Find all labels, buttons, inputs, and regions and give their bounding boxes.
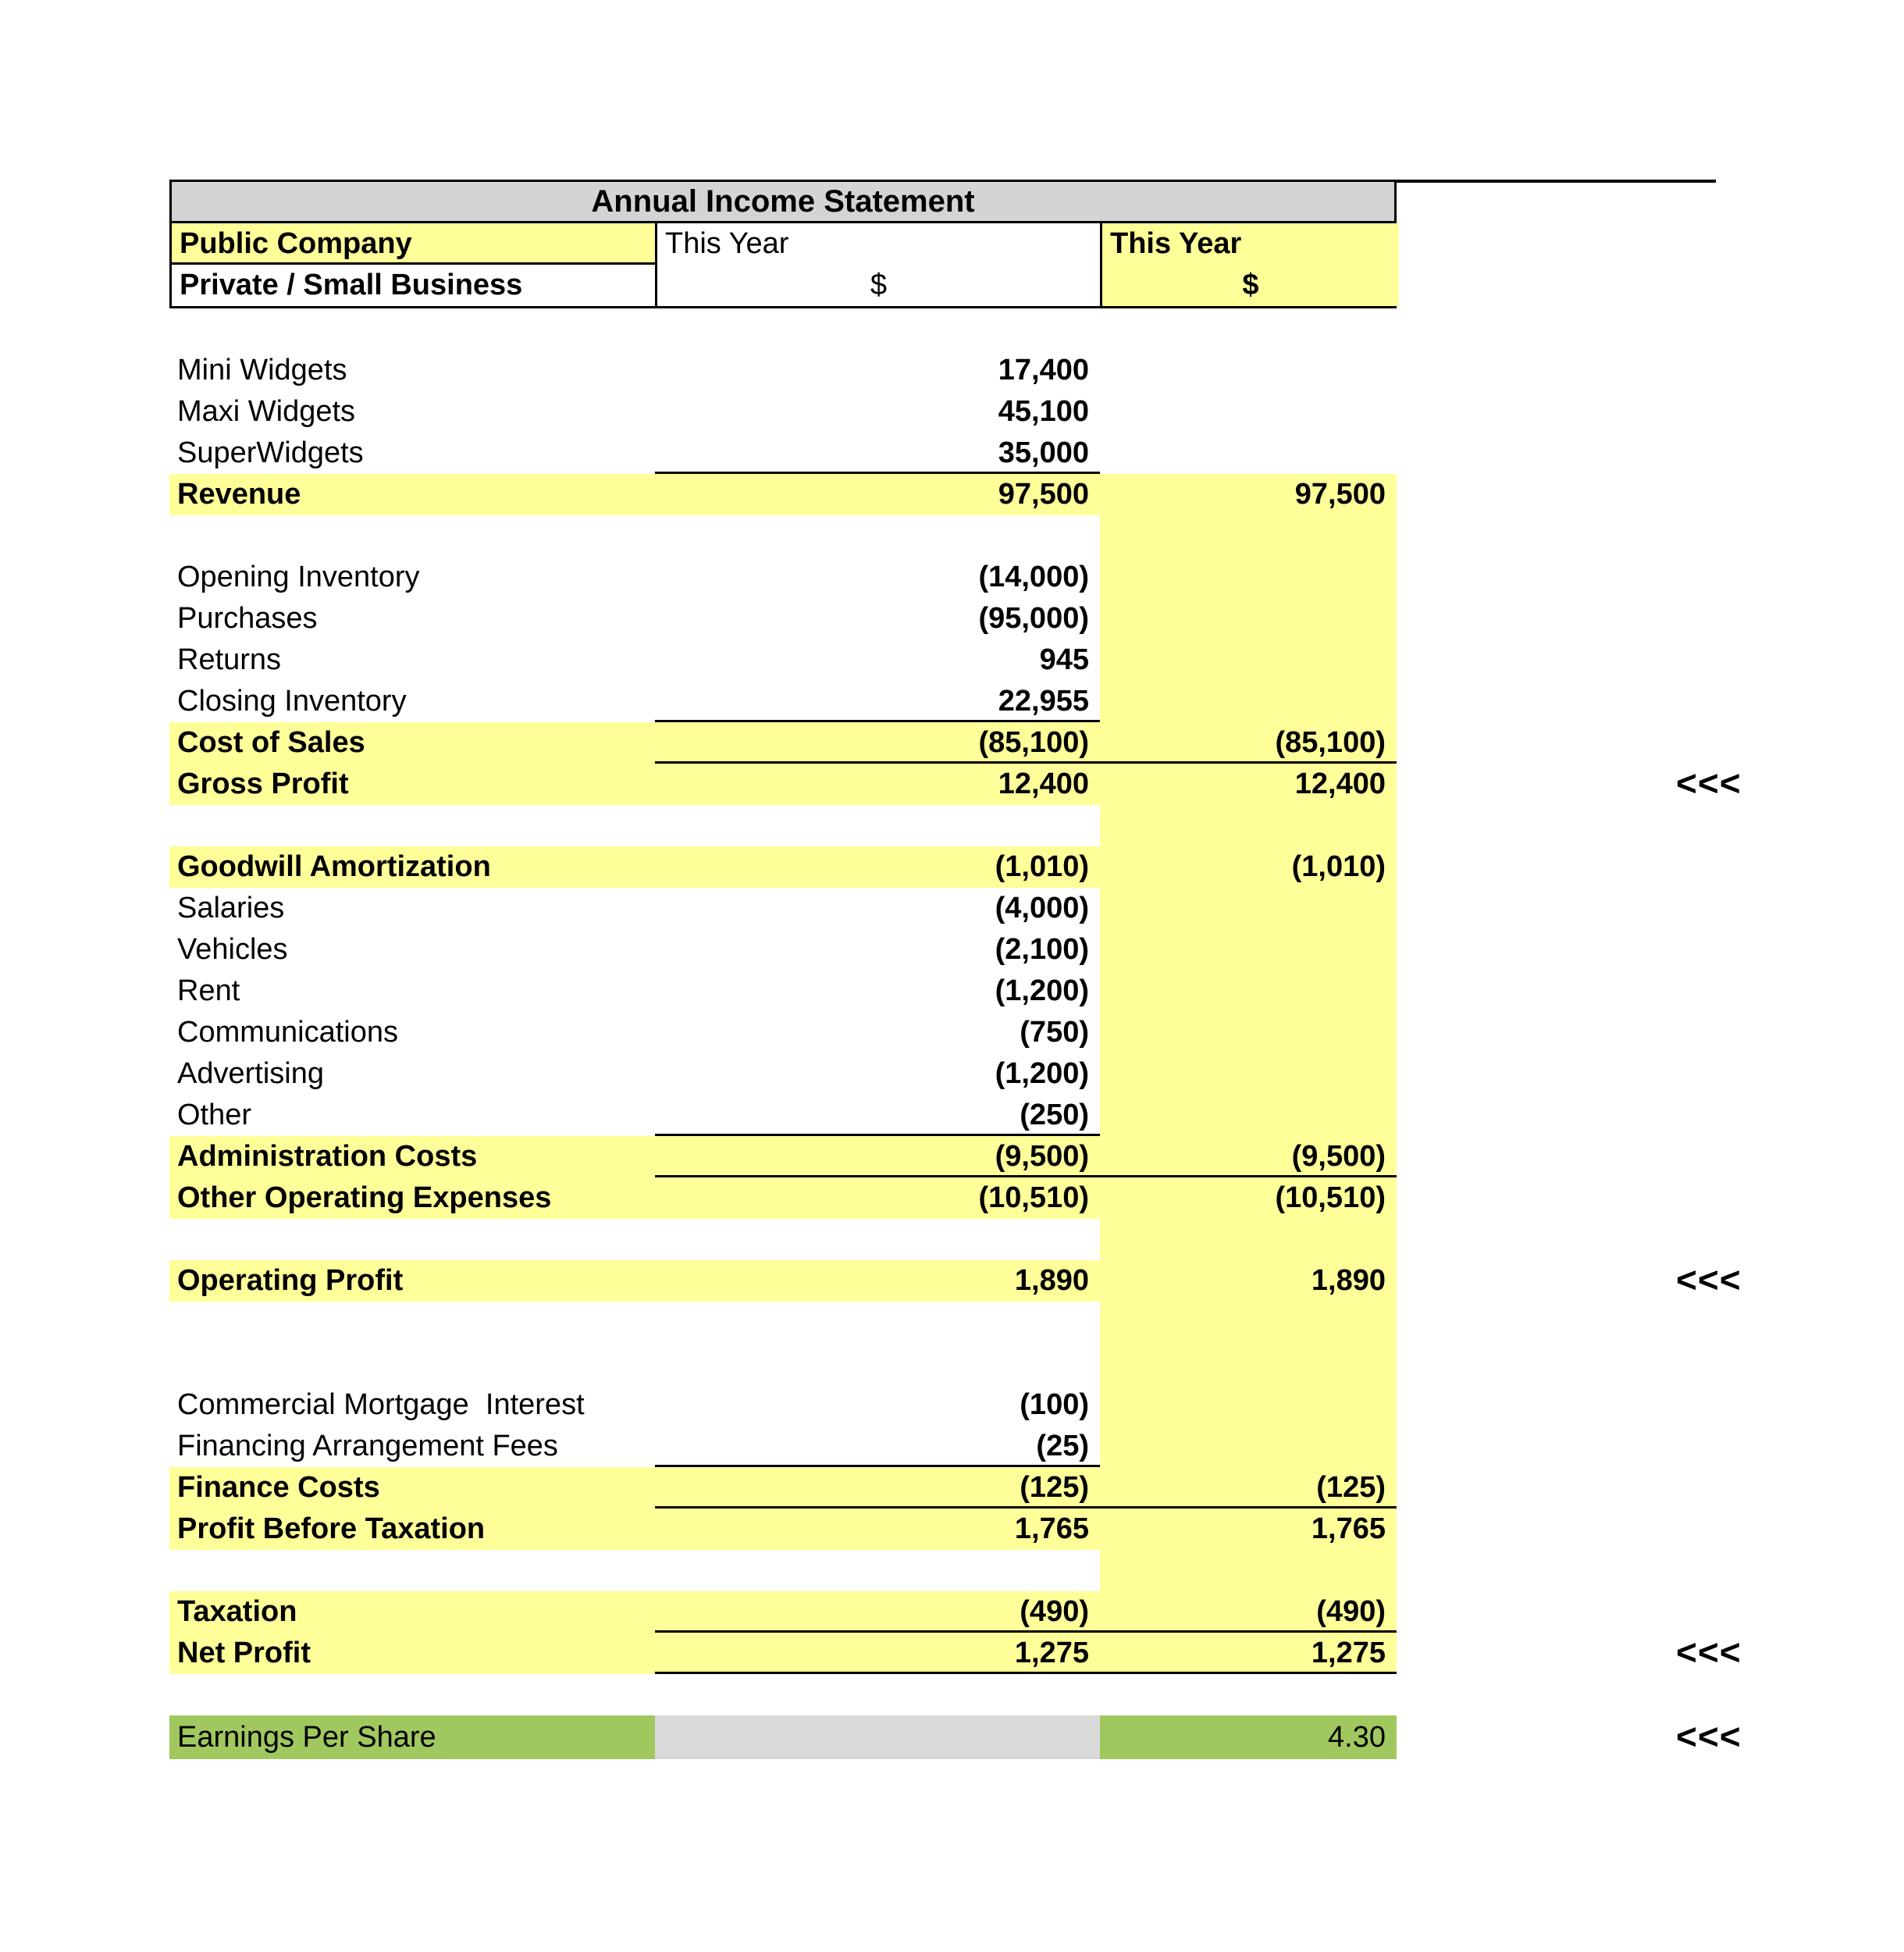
row-label: Other Operating Expenses	[177, 1181, 552, 1214]
this-year-summary-value: (1,010)	[1100, 846, 1397, 888]
column-headers	[169, 223, 1397, 308]
this-year-value: (750)	[1020, 1016, 1089, 1049]
table-row	[169, 1384, 1397, 1426]
this-year-summary-value	[1100, 1302, 1397, 1343]
table-row	[169, 1136, 1397, 1177]
this-year-value	[655, 1550, 1100, 1591]
row-label: SuperWidgets	[177, 436, 364, 469]
this-year-summary-value	[1100, 1095, 1397, 1136]
income-statement	[169, 180, 1742, 1759]
table-row	[169, 1053, 1397, 1095]
this-year-value: (490)	[655, 1591, 1100, 1633]
this-year-summary-value: 1,765	[1100, 1509, 1397, 1550]
spacer-row	[169, 1219, 1397, 1260]
this-year-value: 12,400	[998, 768, 1089, 800]
this-year-value: 97,500	[998, 478, 1089, 511]
row-label: Goodwill Amortization	[177, 850, 491, 883]
this-year-summary-value	[1100, 350, 1397, 391]
row-label: Salaries	[177, 892, 285, 924]
row-label: Operating Profit	[177, 1264, 404, 1297]
row-label	[169, 308, 655, 350]
this-year-summary-value	[1100, 1384, 1397, 1426]
table-row	[169, 1095, 1397, 1136]
row-label: Net Profit	[177, 1637, 311, 1669]
this-year-value: 22,955	[655, 681, 1100, 722]
table-row	[169, 350, 1397, 391]
this-year-value: (9,500)	[655, 1136, 1100, 1177]
table-row	[169, 888, 1397, 929]
table-row	[169, 1426, 1397, 1467]
company-type-column	[172, 223, 657, 306]
row-label: Commercial Mortgage Interest	[177, 1388, 585, 1421]
table-row	[169, 557, 1397, 598]
row-label	[169, 1302, 655, 1343]
col2-unit-label: $	[870, 269, 888, 301]
this-year-summary-value	[1100, 1012, 1397, 1053]
this-year-summary-value	[1100, 1219, 1397, 1260]
this-year-summary-value	[1100, 433, 1397, 474]
this-year-value: (14,000)	[978, 561, 1089, 593]
this-year-value: (1,010)	[995, 850, 1089, 883]
this-year-summary-value: 1,275	[1100, 1633, 1397, 1674]
row-label: Taxation	[177, 1595, 297, 1628]
table-row	[169, 971, 1397, 1012]
statement-rows	[169, 308, 1742, 1715]
row-label: Finance Costs	[177, 1471, 380, 1504]
row-label: Closing Inventory	[177, 685, 407, 718]
this-year-value: 1,275	[655, 1633, 1100, 1674]
table-row	[169, 391, 1397, 433]
spacer-row	[169, 1550, 1397, 1591]
this-year-value	[655, 1302, 1100, 1343]
spacer-row	[169, 1674, 1397, 1715]
row-label: Advertising	[177, 1057, 324, 1090]
this-year-value: 945	[1039, 643, 1089, 676]
this-year-value: (85,100)	[655, 722, 1100, 764]
row-label: Administration Costs	[177, 1140, 478, 1173]
row-label: Profit Before Taxation	[177, 1512, 486, 1545]
this-year-summary-value: 97,500	[1100, 474, 1397, 515]
this-year-summary-value	[1100, 681, 1397, 722]
row-label: Other	[177, 1099, 252, 1131]
row-label: Maxi Widgets	[177, 395, 356, 428]
row-label	[169, 1343, 655, 1384]
table-row	[169, 1467, 1397, 1509]
row-label: Returns	[177, 643, 282, 676]
spacer-row	[169, 1302, 1397, 1343]
this-year-summary-value: (10,510)	[1100, 1177, 1397, 1219]
company-type-public: Public Company	[172, 223, 655, 265]
this-year-summary-value: 1,890	[1100, 1260, 1397, 1302]
this-year-summary-value	[1100, 805, 1397, 846]
eps-label: Earnings Per Share	[169, 1715, 655, 1759]
this-year-summary-value	[1100, 1343, 1397, 1384]
this-year-summary-value	[1100, 515, 1397, 557]
row-label	[169, 1550, 655, 1591]
pointer-marker: <<<	[1676, 1632, 1742, 1672]
row-label: Financing Arrangement Fees	[177, 1430, 558, 1462]
row-label	[169, 1219, 655, 1260]
this-year-summary-column-header	[1102, 223, 1399, 306]
this-year-value	[655, 1219, 1100, 1260]
this-year-summary-value	[1100, 391, 1397, 433]
this-year-value: 35,000	[655, 433, 1100, 474]
table-row	[169, 846, 1397, 888]
table-row	[169, 763, 1742, 805]
row-label: Vehicles	[177, 933, 288, 966]
this-year-summary-value	[1100, 888, 1397, 929]
this-year-value: 45,100	[998, 395, 1089, 428]
table-row	[169, 1259, 1742, 1302]
this-year-column-header	[657, 223, 1102, 306]
table-row	[169, 722, 1397, 764]
this-year-summary-value	[1100, 1053, 1397, 1095]
this-year-value: 1,890	[1014, 1264, 1089, 1297]
row-label	[169, 1674, 655, 1715]
row-label: Cost of Sales	[177, 726, 365, 759]
this-year-summary-value	[1100, 557, 1397, 598]
this-year-summary-value	[1100, 1426, 1397, 1467]
row-label: Revenue	[177, 478, 301, 511]
this-year-value: (125)	[655, 1467, 1100, 1509]
this-year-value	[655, 1674, 1100, 1715]
this-year-summary-value: (490)	[1100, 1591, 1397, 1633]
this-year-value	[655, 805, 1100, 846]
row-label	[169, 805, 655, 846]
this-year-value: (1,200)	[995, 974, 1089, 1007]
this-year-value: (10,510)	[978, 1181, 1089, 1214]
this-year-summary-value: 12,400	[1100, 764, 1397, 805]
table-row	[169, 1177, 1397, 1219]
this-year-value: (250)	[655, 1095, 1100, 1136]
this-year-summary-value: (85,100)	[1100, 722, 1397, 764]
this-year-summary-value	[1100, 929, 1397, 971]
row-label: Communications	[177, 1016, 398, 1049]
this-year-value: (1,200)	[995, 1057, 1089, 1090]
this-year-value: (100)	[1020, 1388, 1089, 1421]
row-label	[169, 515, 655, 557]
col3-unit-label: $	[1242, 269, 1259, 301]
company-type-private: Private / Small Business	[180, 269, 523, 301]
this-year-summary-value: (9,500)	[1100, 1136, 1397, 1177]
pointer-marker: <<<	[1676, 1716, 1742, 1757]
eps-row	[169, 1715, 1742, 1759]
spacer-row	[169, 805, 1397, 846]
row-label: Opening Inventory	[177, 561, 420, 593]
table-row	[169, 1591, 1397, 1633]
table-row	[169, 929, 1397, 971]
this-year-value: (2,100)	[995, 933, 1089, 966]
col3-header-label: This Year	[1110, 227, 1242, 260]
this-year-summary-value	[1100, 598, 1397, 639]
top-rule	[1394, 180, 1716, 183]
table-row	[169, 681, 1397, 722]
col2-header-label: This Year	[665, 227, 789, 260]
pointer-marker: <<<	[1676, 1259, 1742, 1300]
sheet-title: Annual Income Statement	[169, 180, 1397, 223]
this-year-value: 1,765	[1014, 1512, 1089, 1545]
this-year-summary-value	[1100, 639, 1397, 681]
spacer-row	[169, 515, 1397, 557]
this-year-summary-value: (125)	[1100, 1467, 1397, 1509]
table-row	[169, 1632, 1742, 1674]
eps-value: 4.30	[1100, 1715, 1397, 1759]
eps-middle-cell	[655, 1715, 1100, 1759]
pointer-marker: <<<	[1676, 763, 1742, 803]
spacer-row	[169, 1343, 1397, 1384]
table-row	[169, 598, 1397, 639]
this-year-value: (4,000)	[995, 892, 1089, 924]
this-year-summary-value	[1100, 1674, 1397, 1715]
table-row	[169, 1509, 1397, 1550]
this-year-value	[655, 308, 1100, 350]
row-label: Rent	[177, 974, 240, 1007]
this-year-value: (25)	[655, 1426, 1100, 1467]
this-year-summary-value	[1100, 971, 1397, 1012]
table-row	[169, 1012, 1397, 1053]
row-label: Purchases	[177, 602, 318, 635]
spacer-row	[169, 308, 1397, 350]
table-row	[169, 433, 1397, 474]
table-row	[169, 639, 1397, 681]
this-year-value: 17,400	[998, 354, 1089, 386]
this-year-value	[655, 515, 1100, 557]
this-year-summary-value	[1100, 1550, 1397, 1591]
row-label: Mini Widgets	[177, 354, 347, 386]
this-year-summary-value	[1100, 308, 1397, 350]
this-year-value	[655, 1343, 1100, 1384]
this-year-value: (95,000)	[978, 602, 1089, 635]
row-label: Gross Profit	[177, 768, 349, 800]
table-row	[169, 474, 1397, 515]
